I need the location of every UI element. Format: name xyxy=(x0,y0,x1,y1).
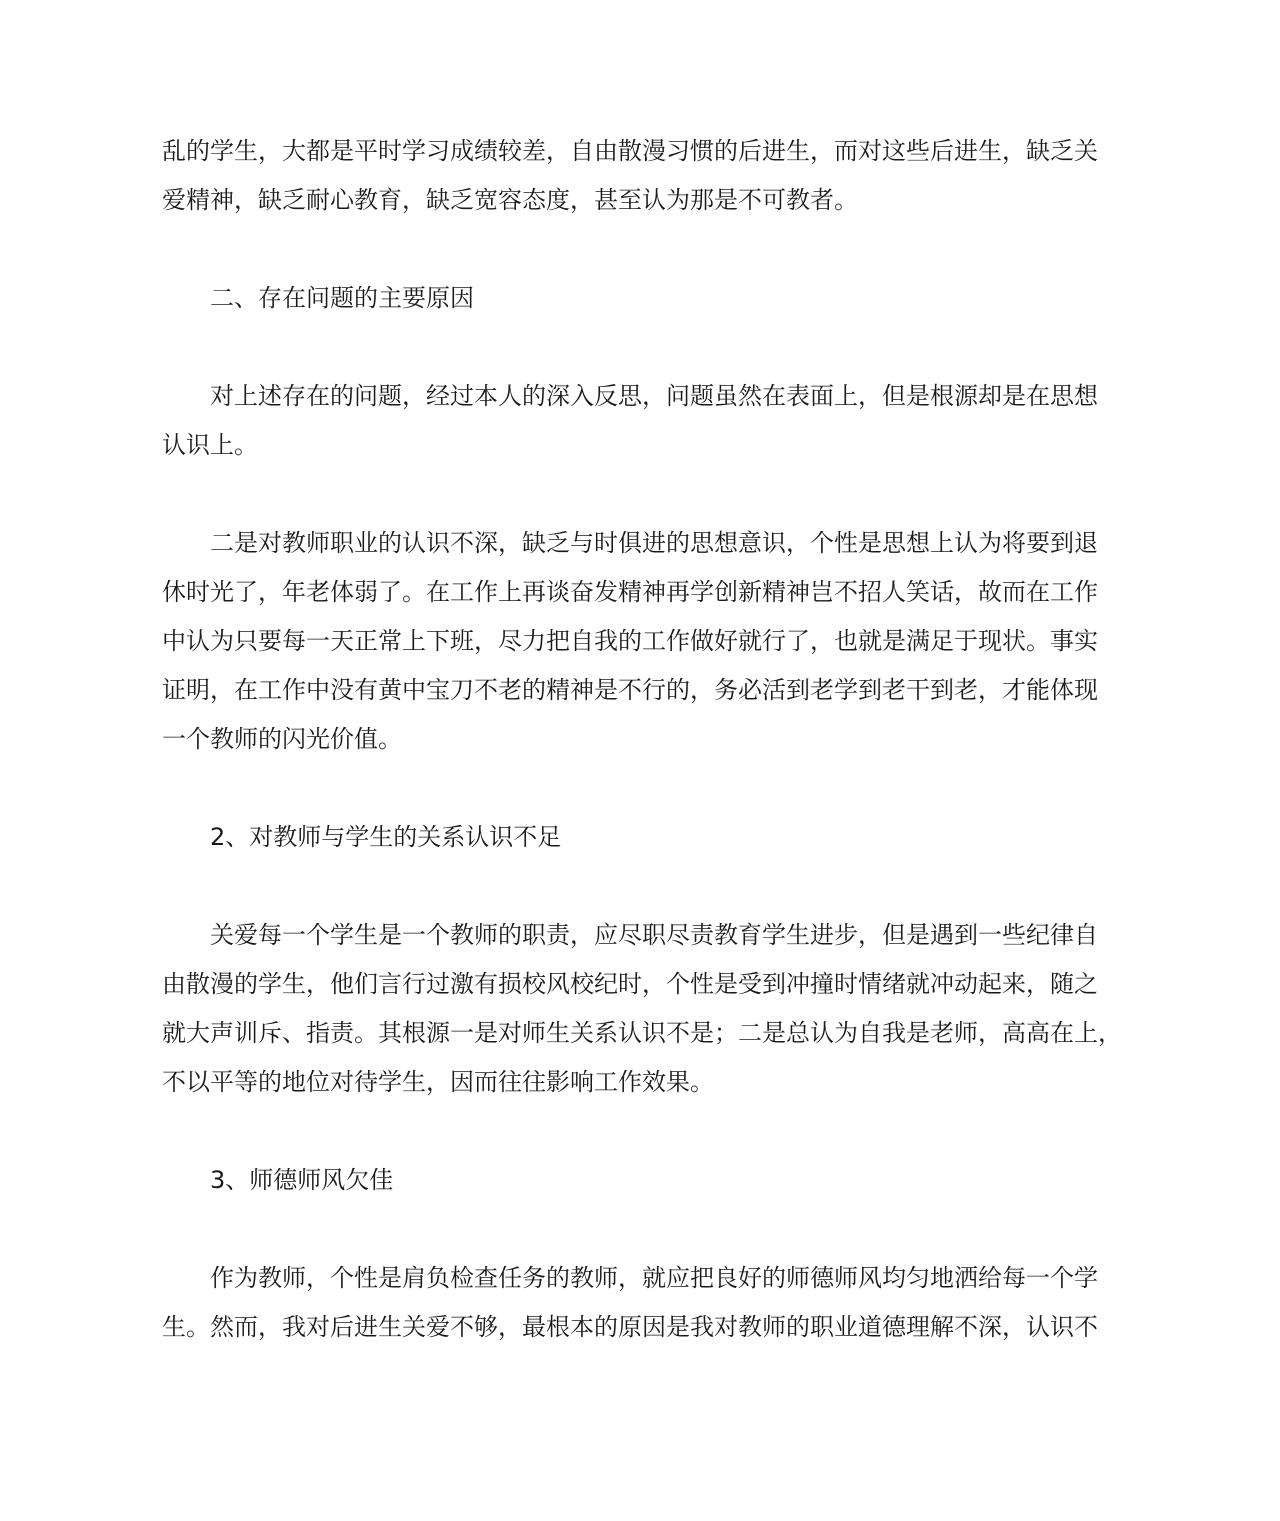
text-line: 生。然而，我对后进生关爱不够，最根本的原因是我对教师的职业道德理解不深，认识不 xyxy=(162,1313,1098,1341)
section-heading-causes xyxy=(162,274,1118,323)
paragraph-4 xyxy=(162,911,1122,1107)
text-line: 休时光了，年老体弱了。在工作上再谈奋发精神再学创新精神岂不招人笑话，故而在工作 xyxy=(162,578,1098,606)
text-line: 证明，在工作中没有黄中宝刀不老的精神是不行的，务必活到老学到老干到老，才能体现 xyxy=(162,676,1098,704)
text-line: 中认为只要每一天正常上下班，尽力把自我的工作做好就行了，也就是满足于现状。事实 xyxy=(162,627,1098,655)
text-line: 一个教师的闪光价值。 xyxy=(162,725,402,753)
heading-text: 3、师德师风欠佳 xyxy=(210,1166,394,1194)
text-line: 乱的学生，大都是平时学习成绩较差，自由散漫习惯的后进生，而对这些后进生，缺乏关 xyxy=(162,137,1098,165)
paragraph-2 xyxy=(162,372,1118,470)
text-line: 爱精神，缺乏耐心教育，缺乏宽容态度，甚至认为那是不可教者。 xyxy=(162,186,858,214)
document-body xyxy=(162,127,1122,1401)
text-line: 不以平等的地位对待学生，因而往往影响工作效果。 xyxy=(162,1068,714,1096)
heading-text: 二、存在问题的主要原因 xyxy=(210,284,474,312)
paragraph-5 xyxy=(162,1254,1118,1352)
text-line: 由散漫的学生，他们言行过激有损校风校纪时，个性是受到冲撞时情绪就冲动起来，随之 xyxy=(162,970,1098,998)
text-line: 对上述存在的问题，经过本人的深入反思，问题虽然在表面上，但是根源却是在思想 xyxy=(210,382,1098,410)
text-line: 二是对教师职业的认识不深，缺乏与时俱进的思想意识，个性是思想上认为将要到退 xyxy=(210,529,1098,557)
heading-text: 2、对教师与学生的关系认识不足 xyxy=(210,823,562,851)
text-line: 作为教师，个性是肩负检查任务的教师，就应把良好的师德师风均匀地洒给每一个学 xyxy=(210,1264,1098,1292)
text-line: 就大声训斥、指责。其根源一是对师生关系认识不是；二是总认为自我是老师，高高在上， xyxy=(162,1019,1122,1047)
section-heading-relationship xyxy=(162,813,1118,862)
section-heading-ethics xyxy=(162,1156,1118,1205)
text-line: 关爱每一个学生是一个教师的职责，应尽职尽责教育学生进步，但是遇到一些纪律自 xyxy=(210,921,1098,949)
paragraph-3 xyxy=(162,519,1118,764)
paragraph-1 xyxy=(162,127,1118,225)
text-line: 认识上。 xyxy=(162,431,258,459)
